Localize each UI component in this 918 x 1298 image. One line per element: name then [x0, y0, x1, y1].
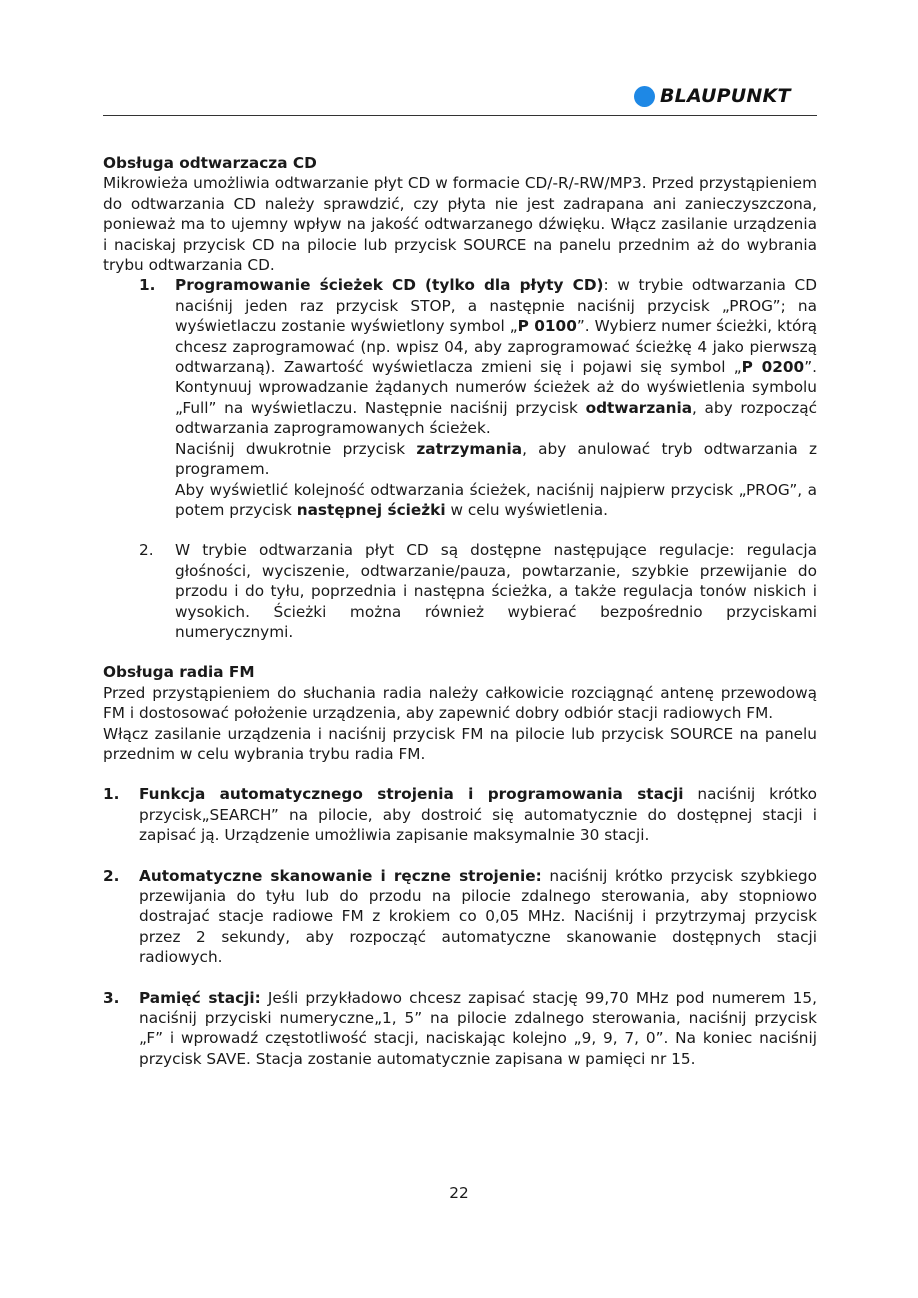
- page-content: [103, 153, 817, 1069]
- button-name: zatrzymania: [416, 439, 523, 458]
- cd-list: [103, 275, 817, 642]
- cd-item1-order-paragraph: [175, 480, 817, 521]
- fm-section-title: Obsługa radia FM: [103, 663, 255, 682]
- list-number: 1.: [103, 785, 120, 804]
- fm-item1-heading: Funkcja automatycznego strojenia i programowania stacji: [139, 785, 684, 804]
- fm-list-item-1: [103, 784, 817, 845]
- cd-section-title: Obsługa odtwarzacza CD: [103, 154, 317, 172]
- header-divider: [103, 115, 817, 116]
- text-span: ”. Wybierz numer ścieżki, którą chcesz zaprogramować (np. wpisz 04, aby zaprogramować ścieżkę 4 jako pierwszą odtwarzaną). Zawartość wyświetlacza zmieni się i pojawi się symbol „: [175, 317, 817, 377]
- button-name: odtwarzania: [585, 398, 693, 417]
- text-span: naciśnij krótko przycisk„SEARCH” na pilocie, aby dostroić się automatycznie do dostępnej stacji i zapisać ją. Urządzenie umożliwia zapisanie maksymalnie 30 stacji.: [139, 785, 818, 845]
- fm-intro-paragraph: Przed przystąpieniem do słuchania radia należy całkowicie rozciągnąć antenę przewodową FM i dostosować położenie urządzenia, aby zapewnić dobry odbiór stacji radiowych FM.: [103, 683, 817, 723]
- list-number: 2.: [103, 866, 120, 885]
- cd-item1-paragraph: [175, 275, 817, 438]
- text-span: Aby wyświetlić kolejność odtwarzania ścieżek, naciśnij najpierw przycisk „PROG”, a potem przycisk: [175, 480, 817, 519]
- fm-power-paragraph: Włącz zasilanie urządzenia i naciśnij przycisk FM na pilocie lub przycisk SOURCE na panelu przednim w celu wybrania trybu radia FM.: [103, 724, 817, 763]
- text-span: : w trybie odtwarzania CD naciśnij jeden raz przycisk STOP, a następnie naciśnij przycisk „PROG”; na wyświetlaczu zostanie wyświetlony symbol „: [175, 276, 817, 336]
- fm-list-item-2: [103, 866, 817, 968]
- cd-intro-paragraph: Mikrowieża umożliwia odtwarzanie płyt CD w formacie CD/-R/-RW/MP3. Przed przystąpieniem do odtwarzania CD należy sprawdzić, czy płyta nie jest zadrapana ani zanieczyszczona, ponieważ ma to ujemny wpływ na jakość odtwarzanego dźwięku. Włącz zasilanie urządzenia i naciskaj przycisk CD na pilocie lub przycisk SOURCE na panelu przednim aż do wybrania trybu odtwarzania CD.: [103, 174, 817, 275]
- cd-item1-cancel-paragraph: [175, 439, 817, 480]
- text-span: naciśnij krótko przycisk szybkiego przewijania do tyłu lub do przodu na pilocie zdalnego sterowania, aby stopniowo dostrajać stacje radiowe FM z krokiem co 0,05 MHz. Naciśnij i przytrzymaj przycisk przez 2 sekundy, aby rozpocząć automatyczne skanowanie dostępnych stacji radiowych.: [139, 866, 817, 967]
- list-number: 1.: [139, 276, 156, 295]
- fm-list: [103, 784, 817, 1069]
- text-span: ”. Kontynuuj wprowadzanie żądanych numerów ścieżek aż do wyświetlenia symbolu „Full” na wyświetlaczu. Następnie naciśnij przycisk: [175, 358, 817, 417]
- page-number: 22: [449, 1184, 469, 1202]
- list-number: 3.: [103, 988, 120, 1007]
- cd-list-item-2: [103, 540, 817, 642]
- text-span: Naciśnij dwukrotnie przycisk: [175, 439, 417, 458]
- text-span: Jeśli przykładowo chcesz zapisać stację 99,70 MHz pod numerem 15, naciśnij przyciski numeryczne„1, 5” na pilocie zdalnego sterowania, naciśnij przycisk „F” i wprowadź częstotliwość stacji, naciskając kolejno „9, 9, 7, 0”. Na koniec naciśnij przycisk SAVE. Stacja zostanie automatycznie zapisana w pamięci nr 15.: [139, 988, 817, 1068]
- cd-item2-paragraph: W trybie odtwarzania płyt CD są dostępne następujące regulacje: regulacja głośności, wyciszenie, odtwarzanie/pauza, powtarzanie, szybkie przewijanie do przodu i do tyłu, poprzednia i następna ścieżka, a także regulacja tonów niskich i wysokich. Ścieżki można również wybierać bezpośrednio przyciskami numerycznymi.: [175, 541, 817, 641]
- brand-dot-icon: [634, 86, 655, 107]
- fm-item3-paragraph: [139, 988, 817, 1070]
- button-name: następnej ścieżki: [296, 500, 446, 519]
- text-span: , aby anulować tryb odtwarzania z programem.: [175, 439, 817, 479]
- fm-item3-heading: Pamięć stacji:: [139, 988, 261, 1007]
- cd-list-item-1: [103, 275, 817, 520]
- text-span: , aby rozpocząć odtwarzania zaprogramowanych ścieżek.: [175, 398, 817, 438]
- cd-item1-heading: Programowanie ścieżek CD (tylko dla płyty CD): [175, 276, 604, 295]
- brand-name: BLAUPUNKT: [660, 85, 791, 108]
- fm-item1-paragraph: [139, 784, 817, 845]
- text-span: w celu wyświetlenia.: [445, 500, 609, 519]
- fm-list-item-3: [103, 988, 817, 1070]
- fm-item2-heading: Automatyczne skanowanie i ręczne strojenie:: [139, 866, 542, 885]
- list-number: 2.: [139, 541, 154, 560]
- display-symbol: P 0100: [517, 317, 577, 336]
- display-symbol: P 0200: [741, 358, 805, 377]
- fm-item2-paragraph: [139, 866, 817, 968]
- brand-logo: [634, 86, 791, 107]
